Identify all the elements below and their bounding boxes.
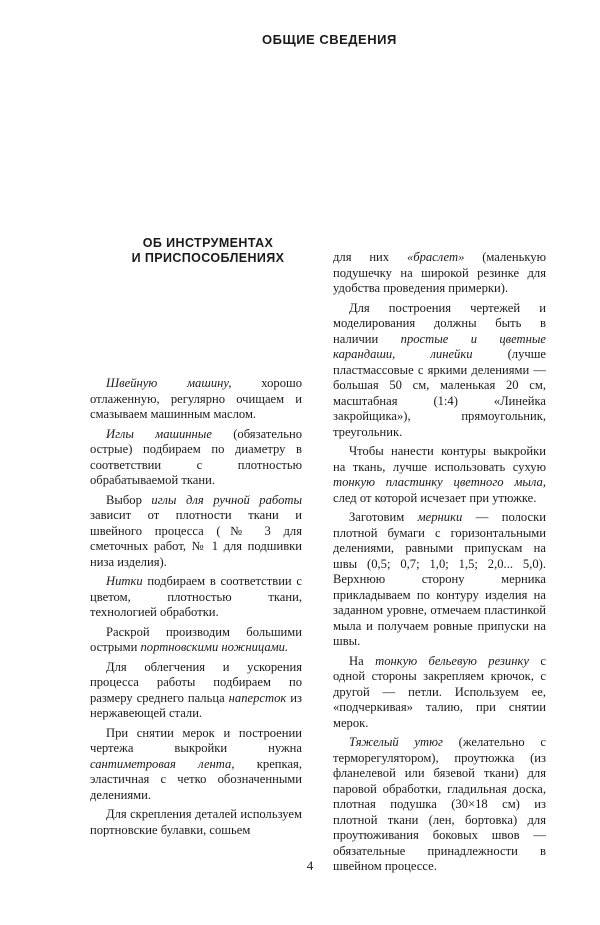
emphasized-term: наперсток bbox=[228, 690, 287, 705]
text-run: подбираем в соответствии с цветом, плотностью ткани, технологией обработки. bbox=[90, 574, 302, 619]
text-run: Для скрепления деталей используем портновские булавки, сошьем bbox=[90, 807, 302, 837]
paragraph bbox=[90, 574, 302, 621]
emphasized-term: тонкую бельевую резинку bbox=[375, 653, 529, 668]
paragraph bbox=[333, 444, 546, 506]
text-run: Для облегчения и ускорения процесса работы подбираем по размеру среднего пальца bbox=[90, 659, 302, 705]
right-text-column bbox=[333, 250, 546, 879]
emphasized-term: Нитки bbox=[106, 574, 143, 588]
paragraph bbox=[90, 807, 302, 838]
paragraph bbox=[90, 427, 302, 489]
paragraph bbox=[333, 301, 546, 441]
text-run: Выбор bbox=[106, 492, 152, 507]
paragraph bbox=[90, 493, 302, 571]
emphasized-term: Тяжелый утюг bbox=[349, 735, 443, 749]
section-title-line-2: И ПРИСПОСОБЛЕНИЯХ bbox=[131, 251, 285, 265]
text-run: (лучше пластмассовые с яркими делениями — большая 50 см, маленькая 20 см, масштабная (1:4) «Линейка закройщика»), прямоугольник, треугольник. bbox=[333, 347, 546, 439]
emphasized-term: портновскими ножницами. bbox=[140, 640, 289, 654]
emphasized-term: сантиметровая лента, bbox=[90, 756, 235, 771]
text-run: (маленькую подушечку на широкой резинке для удобства проведения примерки). bbox=[333, 250, 546, 295]
text-run: с одной стороны закрепляем крючок, с другой — петли. Используем ее, «подчеркивая» талию, при снятии мерок. bbox=[333, 653, 546, 730]
paragraph bbox=[333, 250, 546, 297]
emphasized-term: иглы для ручной работы bbox=[151, 492, 302, 507]
paragraph bbox=[90, 625, 302, 656]
text-run: Для построения чертежей и моделирования должны быть в наличии bbox=[333, 300, 546, 346]
paragraph bbox=[90, 376, 302, 423]
section-title bbox=[108, 236, 308, 266]
emphasized-term: простые и цветные карандаши, линейки bbox=[333, 331, 546, 361]
emphasized-term: Иглы машинные bbox=[106, 426, 212, 441]
section-title-line-1: ОБ ИНСТРУМЕНТАХ bbox=[142, 236, 274, 250]
text-run: На bbox=[349, 653, 376, 668]
text-run: след от которой исчезает при утюжке. bbox=[333, 490, 537, 505]
left-text-column bbox=[90, 376, 302, 842]
paragraph bbox=[333, 735, 546, 875]
text-run: крепкая, эластичная с четко обозначенными делениями. bbox=[90, 756, 302, 802]
text-run: хорошо отлаженную, регулярно очищаем и смазываем машинным маслом. bbox=[90, 376, 302, 421]
text-run: зависит от плотности ткани и швейного процесса (№ 3 для сметочных работ, № 1 для подшивки низа изделия). bbox=[90, 508, 302, 569]
emphasized-term: Швейную машину, bbox=[106, 376, 232, 390]
text-run: — полоски плотной бумаги с горизонтальными делениями, равными припускам на швы (0,5; 0,7; 1,0; 1,5; 2,0... 5,0). Верхнюю сторону мерника прикладываем по контуру изделия на заданном уровне, отмечаем пластинкой мыла и получаем ровные припуски на швы. bbox=[333, 510, 546, 648]
paragraph bbox=[333, 654, 546, 732]
text-run: Раскрой производим большими острыми bbox=[90, 624, 302, 654]
text-run: для них bbox=[333, 250, 407, 264]
text-run: (обязательно острые) подбираем по диаметру в соответствии с плотностью обрабатываемой ткани. bbox=[90, 426, 302, 487]
page-number: 4 bbox=[306, 858, 314, 873]
emphasized-term: мерники bbox=[417, 510, 463, 524]
text-run: Чтобы нанести контуры выкройки на ткань, лучше использовать сухую bbox=[333, 444, 546, 474]
paragraph bbox=[90, 726, 302, 804]
text-run: При снятии мерок и построении чертежа выкройки нужна bbox=[90, 725, 302, 755]
paragraph bbox=[333, 510, 546, 650]
emphasized-term: тонкую пластинку цветного мыла, bbox=[333, 475, 546, 489]
paragraph bbox=[90, 660, 302, 722]
text-run: (желательно с терморегулятором), проутюжка (из фланелевой или бязевой ткани) для паровой обработки, гладильная доска, плотная подушка (30×18 см) из плотной ткани (лен, бортовка) для проутюживания боковых швов — обязательные принадлежности в швейном процессе. bbox=[333, 735, 546, 873]
running-head: ОБЩИЕ СВЕДЕНИЯ bbox=[262, 32, 397, 47]
text-run: Заготовим bbox=[349, 510, 418, 524]
emphasized-term: «браслет» bbox=[406, 250, 465, 264]
text-run: из нержавеющей стали. bbox=[90, 690, 302, 720]
